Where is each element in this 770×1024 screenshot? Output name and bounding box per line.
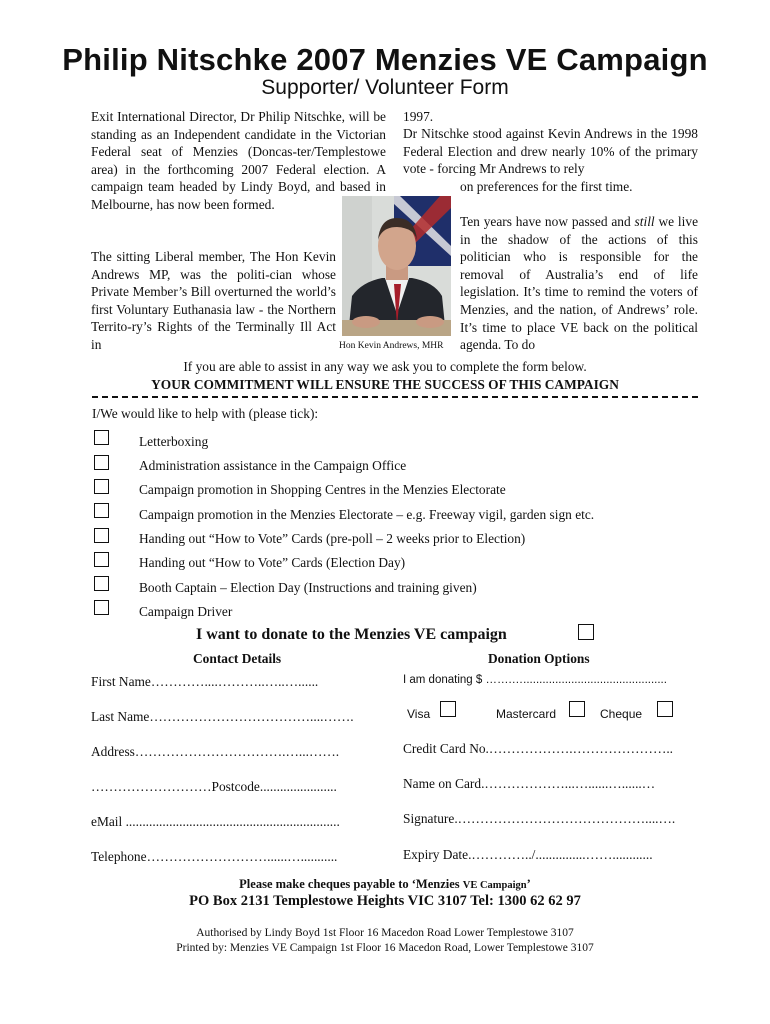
signature-field[interactable]: Signature.……………………………………....…. bbox=[403, 811, 676, 826]
expiry-date-field[interactable]: Expiry Date.…………../...............……............ bbox=[403, 847, 653, 862]
help-intro: I/We would like to help with (please tick): bbox=[92, 406, 319, 421]
photo-caption: Hon Kevin Andrews, MHR bbox=[339, 341, 444, 351]
mastercard-checkbox[interactable] bbox=[569, 701, 585, 717]
name-on-card-field[interactable]: Name on Card.………………...…......…......… bbox=[403, 776, 656, 791]
intro-col2-paragraph: Dr Nitschke stood against Kevin Andrews in the 1998 Federal Election and drew nearly 10% of the primary vote - forcing Mr Andrews to rely bbox=[403, 126, 698, 177]
help-checkbox[interactable] bbox=[94, 430, 109, 445]
help-checkbox[interactable] bbox=[94, 455, 109, 470]
postcode-field[interactable]: ………………………Postcode....................... bbox=[91, 779, 337, 794]
intro-col2-paragraph-2: Ten years have now passed and still we live in the shadow of the actions of this politician who is responsible for the removal of Australia’s end of life legislation. It’s time to remind the voters of Menzies, and the nation, of Andrews’ role. It’s time to place VE back on the political agenda. To do bbox=[460, 214, 699, 353]
address-field[interactable]: Address…………………………….…...……. bbox=[91, 744, 340, 759]
help-checkbox[interactable] bbox=[94, 576, 109, 591]
credit-card-field[interactable]: Credit Card No.……………….………………….. bbox=[403, 741, 674, 756]
cheque-checkbox[interactable] bbox=[657, 701, 673, 717]
help-checkbox[interactable] bbox=[94, 528, 109, 543]
help-checkbox[interactable] bbox=[94, 503, 109, 518]
cheque-label: Cheque bbox=[600, 707, 643, 721]
donate-heading: I want to donate to the Menzies VE campaign bbox=[196, 626, 507, 643]
help-option-label: Administration assistance in the Campaign Office bbox=[139, 458, 407, 473]
intro-paragraph-1: Exit International Director, Dr Philip Nitschke, will be standing as an Independent candidate in the Victorian Federal seat of Menzies (Doncas-ter/Templestowe area) in the forthcoming 2007 Federal election. A campaign team headed by Lindy Boyd, and based in Melbourne, has now been formed. bbox=[91, 109, 386, 212]
intro-col2-paragraph-end: on preferences for the first time. bbox=[460, 179, 633, 194]
help-option-label: Campaign Driver bbox=[139, 604, 233, 619]
help-option-label: Campaign promotion in the Menzies Electorate – e.g. Freeway vigil, garden sign etc. bbox=[139, 507, 595, 522]
visa-label: Visa bbox=[407, 707, 431, 721]
help-option-label: Handing out “How to Vote” Cards (Election Day) bbox=[139, 555, 406, 570]
first-name-field[interactable]: First Name…………....………..…..…...... bbox=[91, 674, 319, 689]
help-checkbox[interactable] bbox=[94, 600, 109, 615]
help-checkbox[interactable] bbox=[94, 479, 109, 494]
intro-col2-year: 1997. bbox=[403, 109, 434, 124]
email-field[interactable]: eMail ................................................................ bbox=[91, 814, 340, 829]
help-option-label: Handing out “How to Vote” Cards (pre-poll – 2 weeks prior to Election) bbox=[139, 531, 526, 546]
cheque-payable-note: Please make cheques payable to ‘Menzies VE Campaign’ bbox=[239, 877, 531, 891]
visa-checkbox[interactable] bbox=[440, 701, 456, 717]
contact-heading: Contact Details bbox=[193, 651, 282, 666]
donation-heading: Donation Options bbox=[488, 651, 590, 666]
help-option-label: Campaign promotion in Shopping Centres in the Menzies Electorate bbox=[139, 482, 506, 497]
donation-amount-field[interactable]: I am donating $ …….…............................................. bbox=[403, 674, 667, 686]
donate-checkbox[interactable] bbox=[578, 624, 594, 640]
portrait-illustration bbox=[342, 196, 451, 336]
intro-paragraph-2: The sitting Liberal member, The Hon Kevin Andrews MP, was the politi-cian whose Private Member’s Bill overturned the world’s first Voluntary Euthanasia law - the Northern Territo-ry’s Rights of the Terminally Ill Act in bbox=[91, 249, 336, 352]
authorised-by: Authorised by Lindy Boyd 1st Floor 16 Macedon Road Lower Templestowe 3107 bbox=[196, 927, 574, 939]
help-option-label: Booth Captain – Election Day (Instructions and training given) bbox=[139, 580, 477, 595]
last-name-field[interactable]: Last Name………………………………....……. bbox=[91, 709, 354, 724]
postal-address: PO Box 2131 Templestowe Heights VIC 3107 Tel: 1300 62 62 97 bbox=[189, 893, 581, 909]
section-divider bbox=[92, 396, 698, 398]
help-checkbox[interactable] bbox=[94, 552, 109, 567]
telephone-field[interactable]: Telephone………………………......…........... bbox=[91, 849, 338, 864]
page-title: Philip Nitschke 2007 Menzies VE Campaign bbox=[62, 42, 708, 77]
mastercard-label: Mastercard bbox=[496, 707, 557, 721]
commitment-heading: YOUR COMMITMENT WILL ENSURE THE SUCCESS OF THIS CAMPAIGN bbox=[151, 377, 619, 392]
printed-by: Printed by: Menzies VE Campaign 1st Floor 16 Macedon Road, Lower Templestowe 3107 bbox=[176, 942, 594, 954]
help-option-label: Letterboxing bbox=[139, 434, 209, 449]
politician-photo bbox=[342, 196, 451, 336]
assist-line: If you are able to assist in any way we ask you to complete the form below. bbox=[183, 359, 587, 374]
page-subtitle: Supporter/ Volunteer Form bbox=[261, 76, 509, 99]
